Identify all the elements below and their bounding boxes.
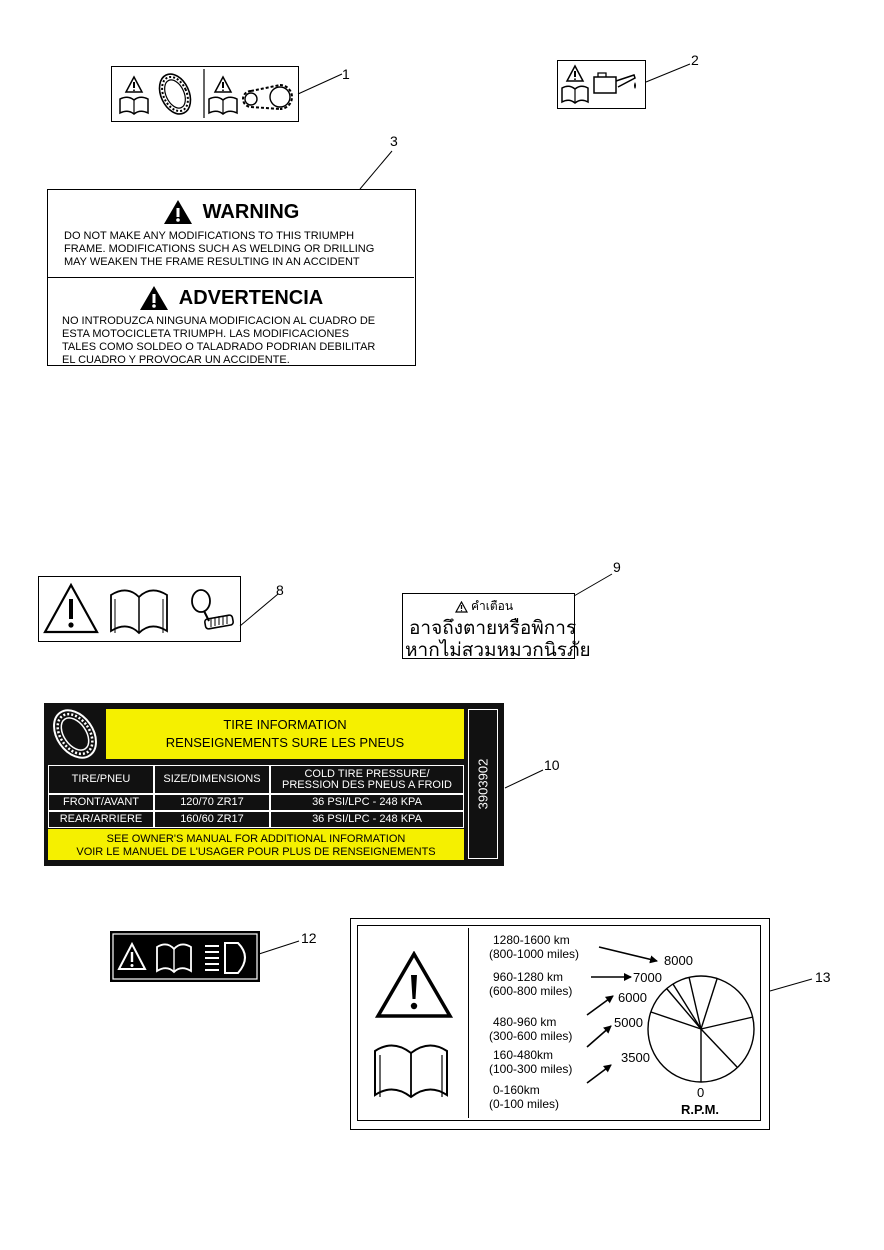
warning-title: WARNING xyxy=(202,200,300,223)
leader-line-3 xyxy=(358,148,398,192)
callout-10: 10 xyxy=(544,757,560,773)
callout-9: 9 xyxy=(613,559,621,575)
advertencia-title: ADVERTENCIA xyxy=(178,286,324,309)
tire-footer-line2: VOIR LE MANUEL DE L'USAGER POUR PLUS DE RENSEIGNEMENTS xyxy=(76,846,436,858)
label-8-artwork xyxy=(39,577,239,640)
range-km: 160-480km xyxy=(493,1048,554,1062)
mirror-handlebar-icon xyxy=(192,590,234,629)
warning-line: MAY WEAKEN THE FRAME RESULTING IN AN ACCIDENT xyxy=(64,256,360,268)
warning-triangle-icon-2 xyxy=(215,77,231,92)
label-12 xyxy=(110,931,260,982)
part-number-panel xyxy=(468,709,498,859)
range-km: 960-1280 km xyxy=(493,970,564,984)
warning-triangle-icon xyxy=(163,199,193,225)
advertencia-line: EL CUADRO Y PROVOCAR UN ACCIDENTE. xyxy=(62,354,290,366)
warning-triangle-icon xyxy=(119,944,145,969)
advertencia-line: TALES COMO SOLDEO O TALADRADO PODRIAN DEBILITAR xyxy=(62,341,376,353)
range-miles: (100-300 miles) xyxy=(489,1062,573,1076)
leader-line-10 xyxy=(503,768,547,792)
rpm-label: R.P.M. xyxy=(681,1102,720,1117)
rpm-5000: 5000 xyxy=(614,1015,643,1030)
table-cell: REAR/ARRIERE xyxy=(48,811,154,828)
tire-footer-panel xyxy=(48,829,464,860)
label-13-break-in-rpm xyxy=(350,918,770,1130)
warning-text xyxy=(64,230,414,269)
leader-line-2 xyxy=(644,62,694,86)
manual-book-icon xyxy=(111,590,167,633)
tyre-icon xyxy=(47,706,103,762)
range-miles: (800-1000 miles) xyxy=(489,947,580,961)
range-miles: (0-100 miles) xyxy=(489,1097,560,1111)
table-cell: 160/60 ZR17 xyxy=(154,811,270,828)
col-header-pressure-line2: PRESSION DES PNEUS A FROID xyxy=(282,778,452,791)
callout-1: 1 xyxy=(342,66,350,82)
oil-can-icon xyxy=(594,73,636,93)
label-9-thai-helmet-warning xyxy=(402,593,591,661)
col-header-tire: TIRE/PNEU xyxy=(48,765,154,794)
range-km: 1280-1600 km xyxy=(493,933,570,947)
warning-triangle-icon xyxy=(455,601,468,613)
label-10-tire-information xyxy=(44,703,504,866)
label-2-artwork xyxy=(558,61,644,107)
warning-triangle-icon xyxy=(567,66,583,81)
table-cell: 120/70 ZR17 xyxy=(154,794,270,811)
callout-8: 8 xyxy=(276,582,284,598)
col-header-pressure xyxy=(270,765,464,794)
advertencia-text xyxy=(62,315,414,367)
warning-triangle-icon xyxy=(45,585,97,632)
leader-line-13 xyxy=(768,976,816,994)
table-cell: 36 PSI/LPC - 248 KPA xyxy=(270,794,464,811)
label-2 xyxy=(557,60,646,109)
thai-header: คำเตือน xyxy=(471,599,514,613)
tire-title-french: RENSEIGNEMENTS SURE LES PNEUS xyxy=(165,735,405,750)
callout-2: 2 xyxy=(691,52,699,68)
range-km: 480-960 km xyxy=(493,1015,557,1029)
range-km: 0-160km xyxy=(493,1083,540,1097)
tire-title-panel xyxy=(106,709,464,759)
label-3-frame-warning xyxy=(47,189,416,366)
manual-book-icon xyxy=(157,944,191,972)
label-1 xyxy=(111,66,299,122)
range-miles: (300-600 miles) xyxy=(489,1029,573,1043)
tire-title: TIRE INFORMATION xyxy=(223,717,347,732)
table-cell: 36 PSI/LPC - 248 KPA xyxy=(270,811,464,828)
rpm-3500: 3500 xyxy=(621,1050,650,1065)
rpm-dial-diagram xyxy=(351,919,769,1129)
rpm-8000: 8000 xyxy=(664,953,693,968)
divider xyxy=(48,277,414,278)
col-header-pressure-line1: COLD TIRE PRESSURE/ xyxy=(304,767,430,780)
advertencia-line: NO INTRODUZCA NINGUNA MODIFICACION AL CUADRO DE xyxy=(62,315,376,327)
thai-line-2: หากไม่สวมหมวกนิรภัย xyxy=(405,639,591,661)
callout-13: 13 xyxy=(815,969,831,985)
leader-line-12 xyxy=(257,938,303,958)
range-miles: (600-800 miles) xyxy=(489,984,573,998)
label-1-artwork xyxy=(112,67,297,120)
warning-line: DO NOT MAKE ANY MODIFICATIONS TO THIS TRIUMPH xyxy=(64,230,355,242)
manual-book-icon xyxy=(120,97,148,114)
advertencia-section xyxy=(48,279,414,364)
table-cell: FRONT/AVANT xyxy=(48,794,154,811)
rpm-dial xyxy=(648,976,754,1082)
label-12-artwork xyxy=(110,931,260,982)
thai-line-1: อาจถึงตายหรือพิการ xyxy=(409,617,577,639)
manual-book-icon-2 xyxy=(209,97,237,114)
tyre-icon xyxy=(153,69,196,119)
callout-12: 12 xyxy=(301,930,317,946)
warning-line: FRAME. MODIFICATIONS SUCH AS WELDING OR DRILLING xyxy=(64,243,375,255)
rpm-7000: 7000 xyxy=(633,970,662,985)
part-number: 3903902 xyxy=(475,758,491,810)
rpm-6000: 6000 xyxy=(618,990,647,1005)
leader-line-9 xyxy=(572,572,616,600)
advertencia-line: ESTA MOTOCICLETA TRIUMPH. LAS MODIFICACIONES xyxy=(62,328,350,340)
headlight-icon xyxy=(205,943,245,973)
drive-chain-icon xyxy=(243,85,292,109)
manual-book-icon xyxy=(562,86,588,103)
callout-3: 3 xyxy=(390,133,398,149)
label-8 xyxy=(38,576,241,642)
tire-footer-line1: SEE OWNER'S MANUAL FOR ADDITIONAL INFORMATION xyxy=(106,833,406,845)
rpm-0: 0 xyxy=(697,1085,705,1100)
warning-triangle-icon xyxy=(139,285,169,311)
leader-line-1 xyxy=(296,70,346,98)
col-header-size: SIZE/DIMENSIONS xyxy=(154,765,270,794)
warning-triangle-icon xyxy=(126,77,142,92)
warning-section xyxy=(48,190,414,277)
